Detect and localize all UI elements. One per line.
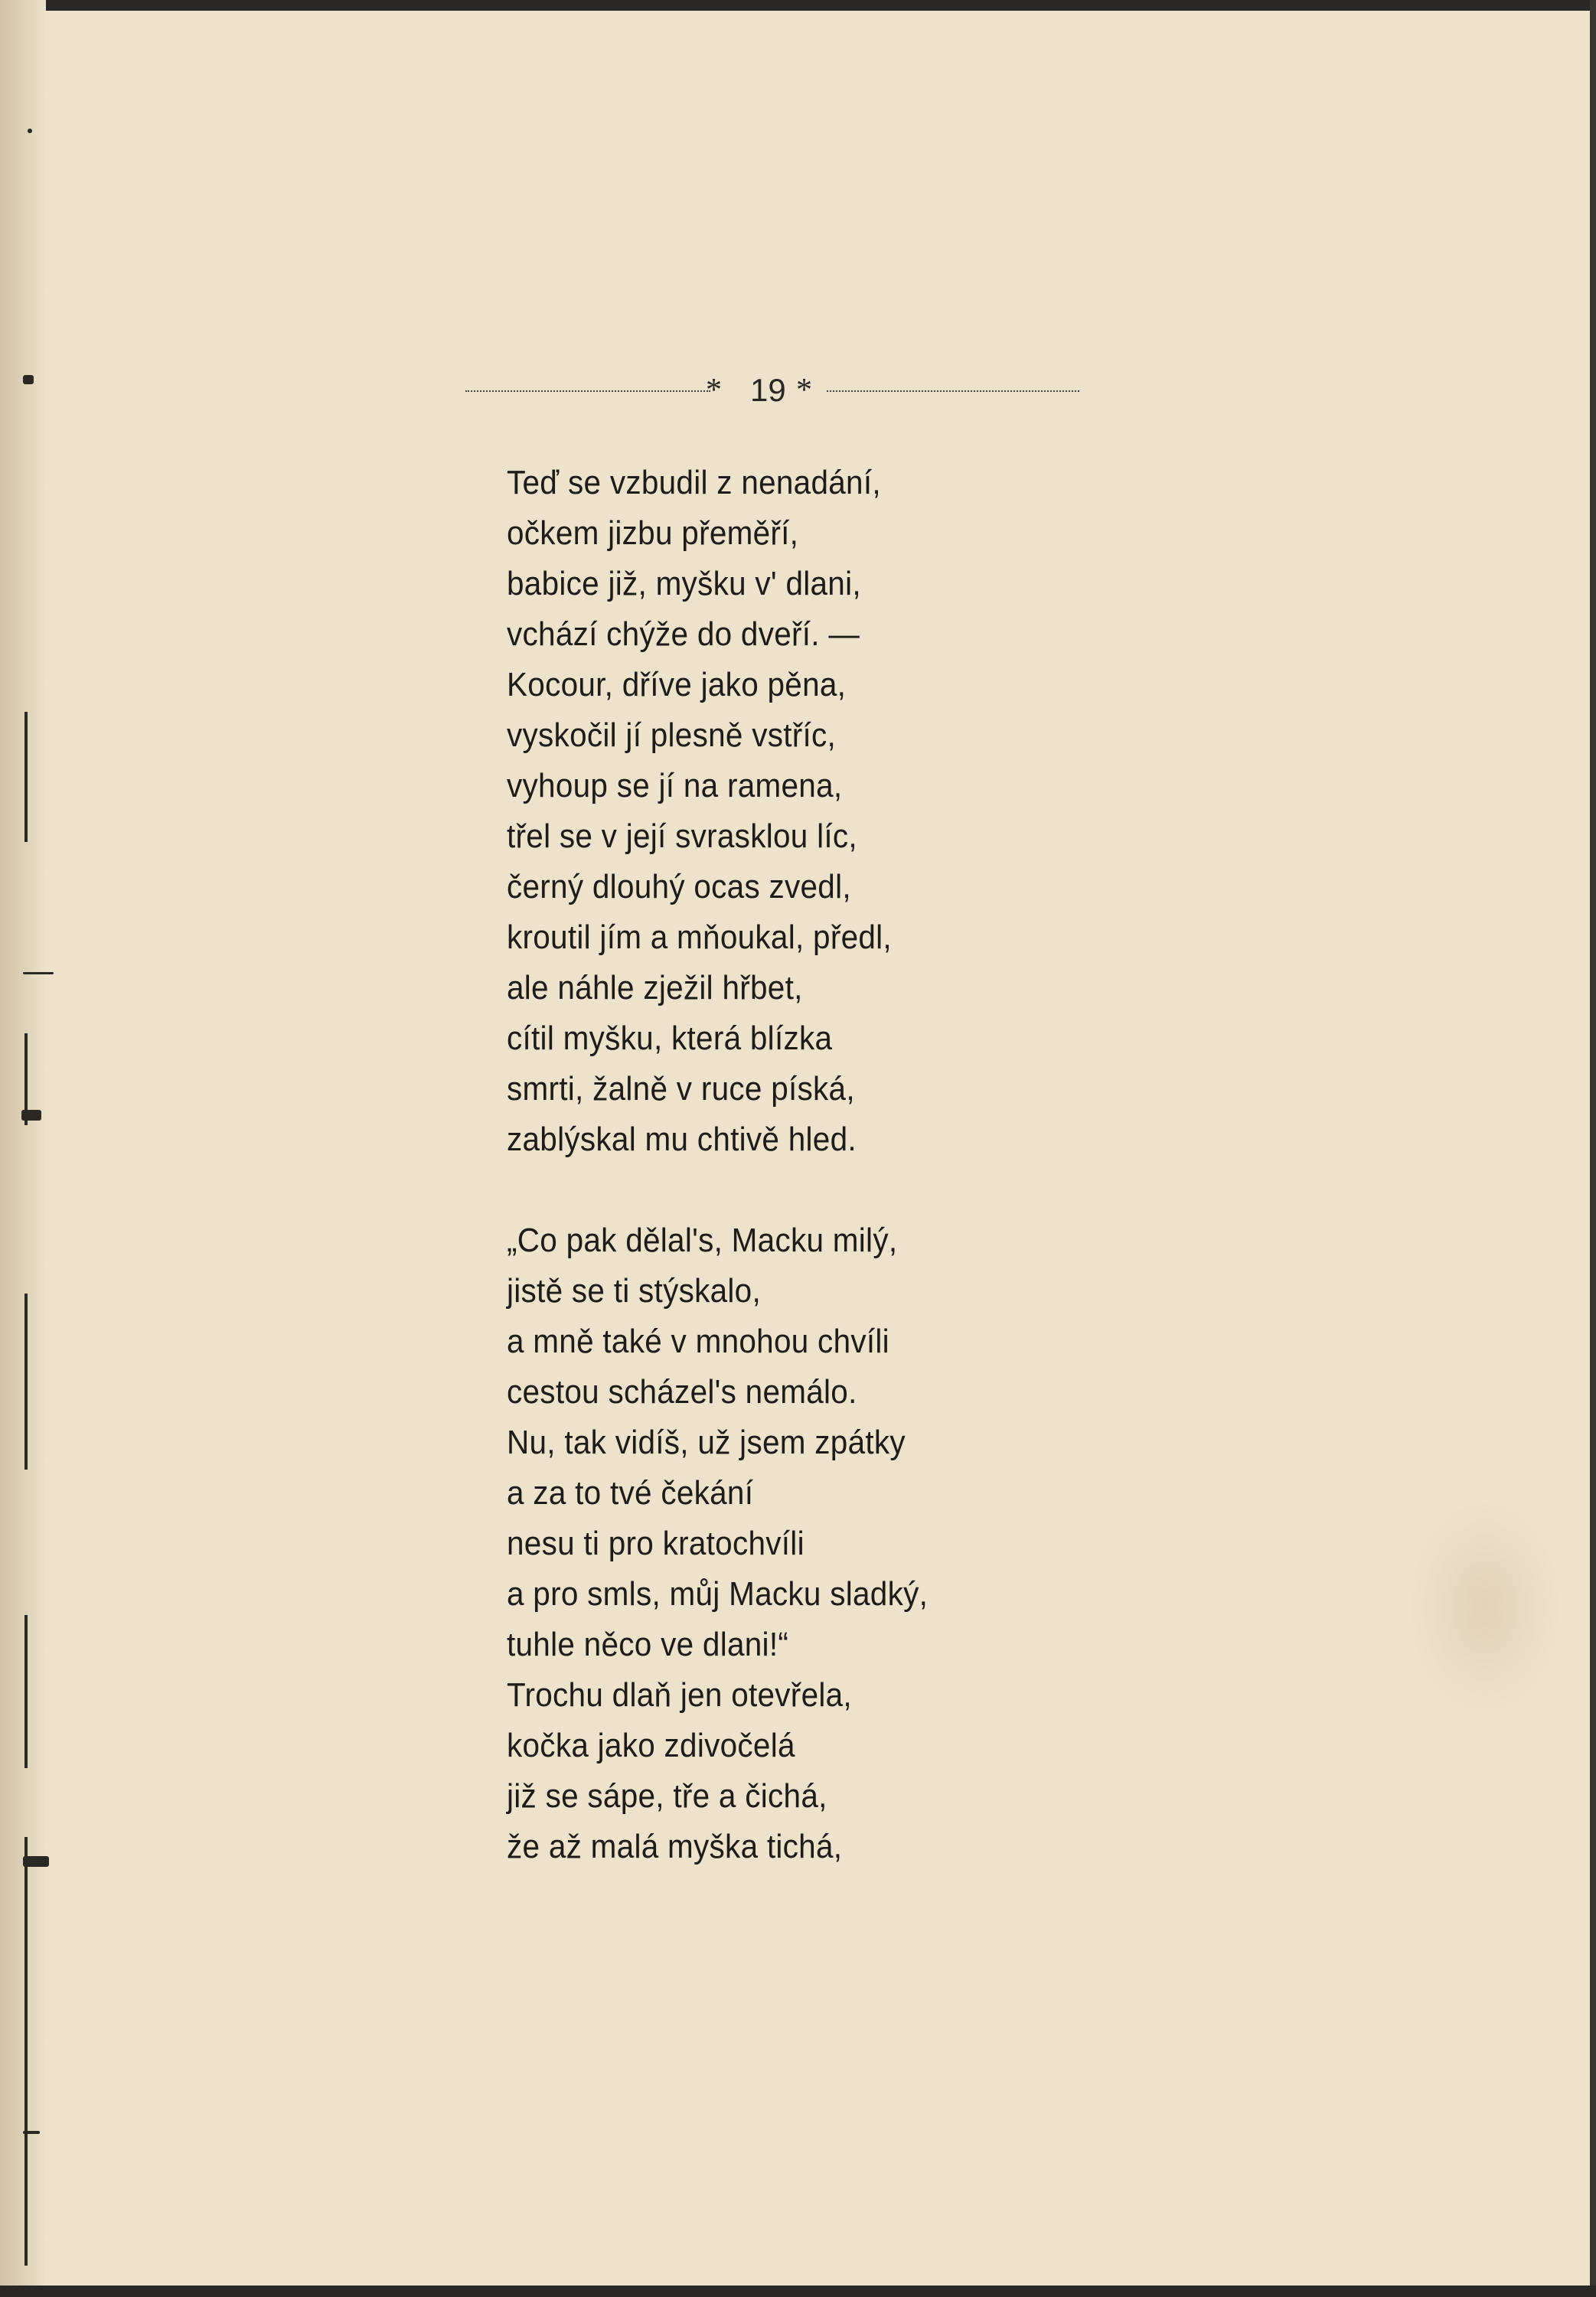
verse-line: a pro smls, můj Macku sladký,	[507, 1575, 929, 1613]
binding-knot	[23, 1856, 49, 1867]
verse-line: babice již, myšku v' dlani,	[507, 565, 861, 602]
verse-line: Trochu dlaň jen otevřela,	[507, 1676, 852, 1714]
verse-line: „Co pak dělal's, Macku milý,	[507, 1222, 898, 1259]
scan-right-edge	[1590, 0, 1596, 2297]
verse-line: Nu, tak vidíš, už jsem zpátky	[507, 1424, 906, 1461]
verse-line: vyhoup se jí na ramena,	[507, 767, 843, 804]
verse-line: kroutil jím a mňoukal, předl,	[507, 918, 892, 956]
verse-line: jistě se ti stýskalo,	[507, 1272, 761, 1310]
binding-thread	[24, 1837, 28, 2266]
verse-line: že až malá myška tichá,	[507, 1828, 843, 1865]
verse-line: cítil myšku, která blízka	[507, 1020, 833, 1057]
binding-knot	[28, 129, 32, 133]
header-dotted-rule-left	[465, 390, 710, 392]
header-dotted-rule-right	[827, 390, 1079, 392]
page-spine	[0, 0, 46, 2297]
paper-stain	[1408, 1500, 1562, 1715]
verse-line: vyskočil jí plesně vstříc,	[507, 716, 837, 754]
stanza-1	[507, 458, 892, 1165]
binding-thread	[24, 712, 28, 842]
binding-thread	[24, 1294, 28, 1470]
binding-thread	[24, 1615, 28, 1768]
verse-line: kočka jako zdivočelá	[507, 1727, 795, 1764]
binding-knot	[23, 375, 34, 384]
verse-line: ale náhle zježil hřbet,	[507, 969, 803, 1007]
header-star-ornament-left: *	[706, 373, 722, 408]
verse-line: nesu ti pro kratochvíli	[507, 1525, 805, 1562]
binding-knot	[23, 972, 54, 974]
verse-line: třel se v její svrasklou líc,	[507, 817, 857, 855]
verse-line: smrti, žalně v ruce píská,	[507, 1070, 855, 1108]
verse-line: již se sápe, tře a čichá,	[507, 1777, 827, 1815]
scan-bottom-edge	[0, 2286, 1596, 2297]
scan-top-edge	[0, 0, 1596, 11]
verse-line: Kocour, dříve jako pěna,	[507, 666, 847, 703]
header-star-ornament-right: *	[796, 373, 812, 408]
page-number: 19	[750, 372, 786, 408]
binding-knot	[23, 2131, 40, 2134]
verse-line: vchází chýže do dveří. —	[507, 615, 860, 653]
verse-line: černý dlouhý ocas zvedl,	[507, 868, 851, 905]
verse-line: tuhle něco ve dlani!“	[507, 1626, 789, 1663]
verse-line: Teď se vzbudil z nenadání,	[507, 464, 881, 501]
verse-line: zablýskal mu chtivě hled.	[507, 1121, 857, 1158]
stanza-2	[507, 1215, 928, 1872]
verse-line: cestou scházel's nemálo.	[507, 1373, 857, 1411]
binding-knot	[21, 1110, 41, 1121]
verse-line: a mně také v mnohou chvíli	[507, 1323, 889, 1360]
verse-line: očkem jizbu přeměří,	[507, 514, 799, 552]
verse-line: a za to tvé čekání	[507, 1474, 754, 1512]
page-header	[459, 367, 1087, 413]
